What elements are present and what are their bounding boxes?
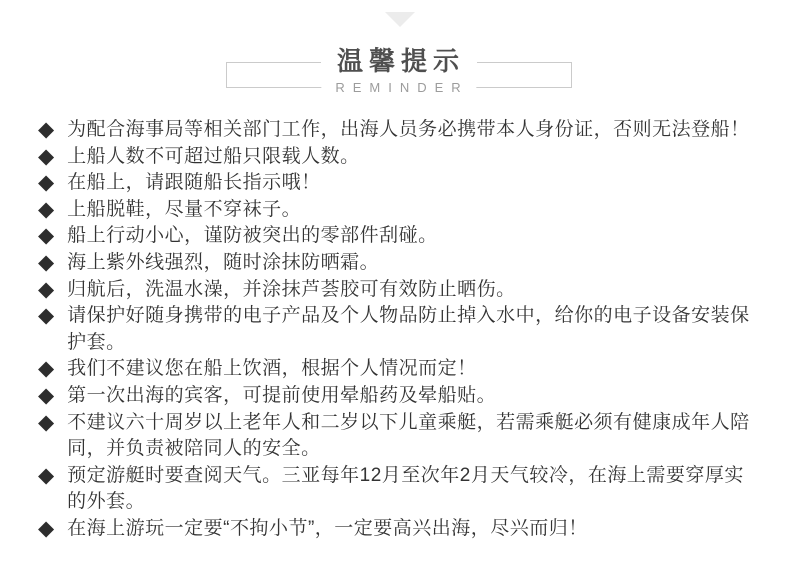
list-item-line: 归航后，洗温水澡，并涂抹芦荟胶可有效防止晒伤。 (67, 278, 516, 300)
diamond-bullet-icon: ◆ (38, 224, 55, 248)
list-item-line: 在海上游玩一定要“不拘小节”，一定要高兴出海，尽兴而归！ (67, 517, 588, 539)
list-item-line: 上船人数不可超过船只限载人数。 (67, 145, 360, 167)
list-item-text (67, 170, 774, 197)
list-item (38, 117, 774, 144)
diamond-bullet-icon: ◆ (38, 410, 55, 434)
list-item (38, 356, 774, 383)
diamond-bullet-icon: ◆ (38, 516, 55, 540)
diamond-bullet-icon: ◆ (38, 197, 55, 221)
list-item-text (67, 144, 774, 171)
diamond-bullet-icon: ◆ (38, 277, 55, 301)
list-item-text (67, 223, 774, 250)
list-item-text (67, 250, 774, 277)
list-item (38, 410, 774, 463)
list-item-line: 我们不建议您在船上饮酒，根据个人情况而定！ (67, 358, 477, 380)
list-item-line: 的外套。 (67, 491, 146, 513)
diamond-bullet-icon: ◆ (38, 357, 55, 381)
list-item-line: 海上紫外线强烈，随时涂抹防晒霜。 (67, 251, 380, 273)
diamond-bullet-icon: ◆ (38, 144, 55, 168)
list-item (38, 277, 774, 304)
list-item (38, 223, 774, 250)
list-item-line: 护套。 (67, 331, 126, 353)
list-item-line: 在船上，请跟随船长指示哦！ (67, 172, 321, 194)
list-item (38, 144, 774, 171)
list-item (38, 170, 774, 197)
header (226, 46, 572, 95)
list-item (38, 516, 774, 543)
reminder-list (38, 117, 774, 543)
diamond-bullet-icon: ◆ (38, 304, 55, 328)
chevron-down-icon (385, 12, 415, 27)
list-item-line: 第一次出海的宾客，可提前使用晕船药及晕船贴。 (67, 384, 497, 406)
list-item-text (67, 277, 774, 304)
list-item-line: 同，并负责被陪同人的安全。 (67, 438, 321, 460)
diamond-bullet-icon: ◆ (38, 171, 55, 195)
diamond-bullet-icon: ◆ (38, 463, 55, 487)
list-item-text (67, 197, 774, 224)
list-item-line: 不建议六十周岁以上老年人和二岁以下儿童乘艇，若需乘艇必须有健康成年人陪 (67, 411, 750, 433)
list-item-line: 预定游艇时要查阅天气。三亚每年12月至次年2月天气较冷，在海上需要穿厚实 (67, 464, 744, 486)
list-item-line: 船上行动小心，谨防被突出的零部件刮碰。 (67, 225, 438, 247)
page-title: 温馨提示 (321, 46, 477, 76)
diamond-bullet-icon: ◆ (38, 250, 55, 274)
list-item (38, 383, 774, 410)
list-item (38, 197, 774, 224)
page-subtitle: REMINDER (321, 81, 476, 95)
list-item-text (67, 117, 774, 144)
list-item-text (67, 383, 774, 410)
diamond-bullet-icon: ◆ (38, 383, 55, 407)
list-item (38, 303, 774, 356)
list-item-text (67, 463, 774, 516)
list-item-line: 为配合海事局等相关部门工作，出海人员务必携带本人身份证，否则无法登船！ (67, 119, 750, 140)
diamond-bullet-icon: ◆ (38, 118, 55, 141)
list-item-text (67, 303, 774, 356)
list-item (38, 250, 774, 277)
list-item-line: 请保护好随身携带的电子产品及个人物品防止掉入水中，给你的电子设备安装保 (67, 305, 750, 327)
list-item (38, 463, 774, 516)
list-item-text (67, 356, 774, 383)
list-item-line: 上船脱鞋，尽量不穿袜子。 (67, 198, 302, 220)
list-item-text (67, 516, 774, 543)
list-item-text (67, 410, 774, 463)
